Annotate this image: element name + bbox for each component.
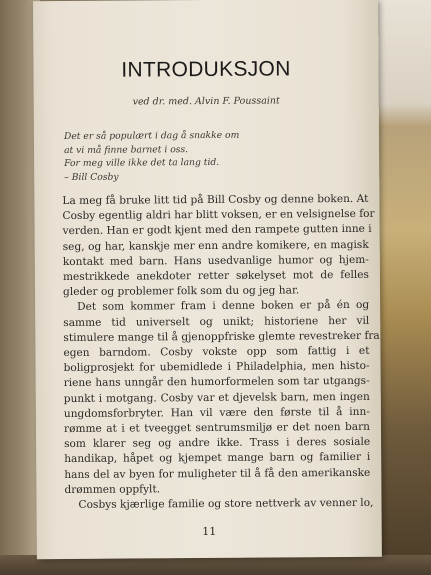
- byline: ved dr. med. Alvin F. Poussaint: [132, 95, 280, 108]
- text-line: kontakt med barn. Hans usedvanlige humor og hjem-: [62, 253, 369, 268]
- text-line: punkt i motgang. Cosby var et djevelsk barn, men ingen: [63, 390, 370, 405]
- paragraph: [64, 496, 374, 513]
- epigraph-line: For meg ville ikke det ta lang tid.: [64, 156, 220, 169]
- text-line: Cosbys kjærlige familie og store nettverk av venner lo,: [78, 496, 374, 511]
- epigraph-line: at vi må finne barnet i oss.: [64, 143, 189, 156]
- text-line: boligprosjekt for ubemidlede i Philadelphia, men histo-: [63, 360, 370, 375]
- text-line: handikap, håpet og kjempet mange barn og familier i: [64, 451, 371, 466]
- text-line: drømmen oppfylt.: [64, 483, 161, 496]
- text-line: La meg få bruke litt tid på Bill Cosby og denne boken. At: [62, 192, 369, 208]
- epigraph: [64, 128, 324, 184]
- text-line: verden. Han er godt kjent med den rampete gutten inne i: [62, 223, 372, 238]
- paragraph: [62, 192, 375, 301]
- body-text: [62, 192, 380, 513]
- text-line: Cosby egentlig aldri har blitt voksen, er en velsignelse for: [62, 208, 375, 223]
- text-line: egen barndom. Cosby vokste opp som fattig i et: [63, 344, 370, 360]
- text-line: rømme at i et tveegget sentrumsmiljø er det noen barn: [63, 420, 371, 436]
- epigraph-line: Det er så populært i dag å snakke om: [63, 129, 240, 142]
- text-line: hans del av byen for muligheter til å få den amerikanske: [64, 466, 371, 481]
- text-line: Det som kommer fram i denne boken er på én og: [77, 299, 370, 314]
- epigraph-attribution: – Bill Cosby: [64, 171, 119, 183]
- text-line: gleder og problemer folk som du og jeg har.: [62, 284, 300, 299]
- chapter-title: INTRODUKSJON: [121, 57, 291, 82]
- text-line: som klarer seg og andre ikke. Trass i deres sosiale: [64, 436, 371, 451]
- text-line: riene hans unngår den humorformelen som tar utgangs-: [63, 375, 370, 390]
- paragraph: [63, 298, 380, 498]
- text-line: seg, og har, kanskje mer enn andre komikere, en magisk: [62, 238, 369, 253]
- text-line: samme tid universelt og unikt; historiene her vil: [63, 314, 370, 329]
- page-number: 11: [202, 524, 217, 539]
- book-page: [33, 0, 382, 559]
- text-line: ungdomsforbryter. Han vil være den første til å inn-: [63, 405, 370, 420]
- text-line: stimulere mange til å gjenoppfriske glemte revestreker fra: [63, 329, 380, 344]
- text-line: mestrikkede anekdoter retter søkelyset mot de felles: [62, 268, 369, 284]
